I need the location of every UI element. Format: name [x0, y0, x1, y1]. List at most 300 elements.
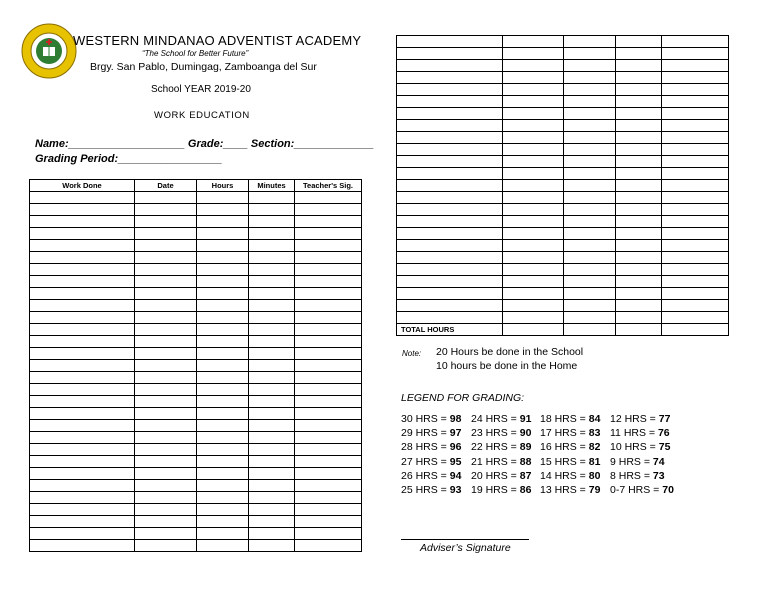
name-grade-section-field[interactable]: Name:___________________ Grade:____ Section:_____________: [35, 138, 374, 150]
table-row: [30, 480, 362, 492]
table-cell[interactable]: [249, 372, 295, 384]
table-cell[interactable]: [197, 468, 249, 480]
table-cell[interactable]: [503, 132, 564, 144]
table-cell[interactable]: [616, 36, 662, 48]
table-cell[interactable]: [197, 528, 249, 540]
table-cell[interactable]: [135, 264, 197, 276]
table-cell[interactable]: [135, 300, 197, 312]
table-cell[interactable]: [249, 276, 295, 288]
table-cell[interactable]: [616, 48, 662, 60]
table-cell[interactable]: [616, 96, 662, 108]
table-cell[interactable]: [503, 216, 564, 228]
table-cell[interactable]: [197, 540, 249, 552]
table-cell[interactable]: [197, 228, 249, 240]
table-cell[interactable]: [135, 504, 197, 516]
table-cell[interactable]: [197, 432, 249, 444]
table-cell[interactable]: [295, 408, 362, 420]
table-cell[interactable]: [564, 168, 616, 180]
table-cell[interactable]: [397, 72, 503, 84]
table-cell[interactable]: [564, 48, 616, 60]
table-cell[interactable]: [197, 252, 249, 264]
table-cell[interactable]: [616, 108, 662, 120]
table-cell[interactable]: [662, 96, 729, 108]
column-header-work-done: Work Done: [30, 180, 135, 192]
table-row: [397, 312, 729, 324]
table-cell[interactable]: [662, 216, 729, 228]
table-cell[interactable]: [249, 528, 295, 540]
table-cell[interactable]: [197, 492, 249, 504]
table-cell[interactable]: [295, 312, 362, 324]
table-cell[interactable]: [135, 372, 197, 384]
legend-hours: 17 HRS =: [540, 427, 589, 440]
table-cell[interactable]: [197, 216, 249, 228]
table-cell[interactable]: [295, 324, 362, 336]
table-cell[interactable]: [564, 36, 616, 48]
table-cell[interactable]: [295, 204, 362, 216]
table-row: [30, 408, 362, 420]
table-cell[interactable]: [30, 360, 135, 372]
table-cell[interactable]: [197, 444, 249, 456]
table-cell[interactable]: [249, 216, 295, 228]
table-cell[interactable]: [503, 36, 564, 48]
table-cell[interactable]: [135, 204, 197, 216]
table-cell[interactable]: [249, 468, 295, 480]
table-cell[interactable]: [249, 324, 295, 336]
table-cell[interactable]: [616, 216, 662, 228]
table-cell[interactable]: [662, 252, 729, 264]
table-cell[interactable]: [616, 60, 662, 72]
table-cell[interactable]: [662, 120, 729, 132]
legend-hours: 19 HRS =: [471, 484, 520, 497]
table-cell[interactable]: [616, 144, 662, 156]
table-cell[interactable]: [564, 120, 616, 132]
table-cell[interactable]: [397, 132, 503, 144]
table-cell[interactable]: [616, 276, 662, 288]
table-cell[interactable]: [249, 396, 295, 408]
table-cell[interactable]: [135, 396, 197, 408]
table-cell[interactable]: [249, 456, 295, 468]
table-cell[interactable]: [295, 528, 362, 540]
table-cell[interactable]: [249, 516, 295, 528]
table-cell[interactable]: [135, 336, 197, 348]
table-cell[interactable]: [197, 456, 249, 468]
table-cell[interactable]: [197, 396, 249, 408]
table-cell[interactable]: [397, 276, 503, 288]
table-cell[interactable]: [503, 72, 564, 84]
table-cell[interactable]: [30, 300, 135, 312]
table-cell[interactable]: [397, 300, 503, 312]
table-cell[interactable]: [197, 264, 249, 276]
table-cell[interactable]: [197, 408, 249, 420]
table-row: [397, 204, 729, 216]
table-cell[interactable]: [564, 240, 616, 252]
table-cell[interactable]: [30, 204, 135, 216]
table-cell[interactable]: [249, 420, 295, 432]
table-cell[interactable]: [397, 144, 503, 156]
table-cell[interactable]: [30, 480, 135, 492]
table-cell[interactable]: [564, 108, 616, 120]
table-cell[interactable]: [503, 252, 564, 264]
table-cell[interactable]: [503, 180, 564, 192]
table-cell[interactable]: [616, 180, 662, 192]
table-cell[interactable]: [197, 336, 249, 348]
table-cell[interactable]: [295, 444, 362, 456]
table-cell[interactable]: [249, 204, 295, 216]
table-cell[interactable]: [662, 144, 729, 156]
table-cell[interactable]: [30, 264, 135, 276]
table-cell[interactable]: [295, 480, 362, 492]
table-cell[interactable]: [616, 132, 662, 144]
table-cell[interactable]: [295, 264, 362, 276]
table-cell[interactable]: [616, 204, 662, 216]
table-cell[interactable]: [662, 204, 729, 216]
table-cell[interactable]: [295, 468, 362, 480]
table-cell[interactable]: [616, 300, 662, 312]
table-cell[interactable]: [295, 288, 362, 300]
legend-entry: [471, 426, 531, 440]
table-cell[interactable]: [397, 48, 503, 60]
table-cell[interactable]: [503, 264, 564, 276]
table-cell[interactable]: [135, 276, 197, 288]
table-cell[interactable]: [249, 336, 295, 348]
table-cell[interactable]: [197, 516, 249, 528]
table-cell[interactable]: [616, 228, 662, 240]
table-cell[interactable]: [503, 96, 564, 108]
table-cell[interactable]: [135, 216, 197, 228]
table-cell[interactable]: [249, 360, 295, 372]
table-cell[interactable]: [249, 252, 295, 264]
table-cell[interactable]: [397, 312, 503, 324]
table-cell[interactable]: [616, 240, 662, 252]
table-cell[interactable]: [397, 156, 503, 168]
table-cell[interactable]: [662, 288, 729, 300]
table-cell[interactable]: [30, 444, 135, 456]
table-cell[interactable]: [135, 408, 197, 420]
table-cell[interactable]: [616, 168, 662, 180]
table-cell[interactable]: [564, 300, 616, 312]
table-cell[interactable]: [197, 384, 249, 396]
table-cell[interactable]: [135, 516, 197, 528]
table-cell[interactable]: [295, 348, 362, 360]
table-cell[interactable]: [397, 228, 503, 240]
table-cell[interactable]: [503, 48, 564, 60]
table-cell[interactable]: [30, 456, 135, 468]
table-cell[interactable]: [662, 108, 729, 120]
table-cell[interactable]: [30, 288, 135, 300]
table-cell[interactable]: [30, 384, 135, 396]
table-cell[interactable]: [616, 120, 662, 132]
table-cell[interactable]: [564, 216, 616, 228]
table-cell[interactable]: [662, 180, 729, 192]
table-cell[interactable]: [662, 156, 729, 168]
school-seal-logo: [21, 23, 77, 79]
table-cell[interactable]: [135, 468, 197, 480]
table-cell[interactable]: [397, 120, 503, 132]
table-cell[interactable]: [249, 264, 295, 276]
table-cell[interactable]: [397, 216, 503, 228]
table-cell[interactable]: [564, 132, 616, 144]
table-cell[interactable]: [397, 36, 503, 48]
table-cell[interactable]: [295, 192, 362, 204]
table-cell[interactable]: [30, 516, 135, 528]
total-cell[interactable]: [564, 324, 616, 336]
table-cell[interactable]: [295, 384, 362, 396]
table-cell[interactable]: [135, 324, 197, 336]
table-cell[interactable]: [30, 372, 135, 384]
table-cell[interactable]: [295, 300, 362, 312]
legend-column: [471, 412, 531, 497]
table-cell[interactable]: [135, 528, 197, 540]
table-cell[interactable]: [197, 288, 249, 300]
table-cell[interactable]: [616, 192, 662, 204]
table-cell[interactable]: [564, 60, 616, 72]
work-log-table: [29, 179, 362, 552]
table-cell[interactable]: [135, 348, 197, 360]
table-cell[interactable]: [30, 348, 135, 360]
table-cell[interactable]: [397, 240, 503, 252]
table-cell[interactable]: [295, 516, 362, 528]
table-cell[interactable]: [616, 312, 662, 324]
table-cell[interactable]: [662, 36, 729, 48]
table-cell[interactable]: [662, 240, 729, 252]
table-cell[interactable]: [397, 264, 503, 276]
table-cell[interactable]: [135, 432, 197, 444]
table-cell[interactable]: [135, 288, 197, 300]
table-cell[interactable]: [503, 120, 564, 132]
table-cell[interactable]: [295, 240, 362, 252]
legend-hours: 27 HRS =: [401, 455, 450, 468]
table-cell[interactable]: [295, 420, 362, 432]
table-cell[interactable]: [295, 396, 362, 408]
table-cell[interactable]: [135, 480, 197, 492]
table-cell[interactable]: [295, 492, 362, 504]
table-cell[interactable]: [503, 300, 564, 312]
table-cell[interactable]: [564, 72, 616, 84]
table-cell[interactable]: [30, 336, 135, 348]
total-cell[interactable]: [616, 324, 662, 336]
table-cell[interactable]: [30, 408, 135, 420]
table-cell[interactable]: [397, 288, 503, 300]
table-cell[interactable]: [564, 252, 616, 264]
table-cell[interactable]: [135, 312, 197, 324]
legend-entry: [540, 412, 600, 426]
table-cell[interactable]: [564, 264, 616, 276]
table-cell[interactable]: [295, 360, 362, 372]
table-cell[interactable]: [564, 288, 616, 300]
table-cell[interactable]: [295, 216, 362, 228]
table-cell[interactable]: [30, 276, 135, 288]
table-cell[interactable]: [616, 72, 662, 84]
table-cell[interactable]: [30, 420, 135, 432]
signature-line[interactable]: [401, 539, 529, 540]
table-cell[interactable]: [295, 504, 362, 516]
table-cell[interactable]: [397, 108, 503, 120]
table-cell[interactable]: [295, 252, 362, 264]
table-cell[interactable]: [564, 192, 616, 204]
table-cell[interactable]: [249, 192, 295, 204]
table-cell[interactable]: [135, 540, 197, 552]
table-cell[interactable]: [503, 144, 564, 156]
table-cell[interactable]: [397, 60, 503, 72]
table-cell[interactable]: [503, 108, 564, 120]
table-cell[interactable]: [249, 300, 295, 312]
table-cell[interactable]: [249, 480, 295, 492]
table-cell[interactable]: [662, 192, 729, 204]
table-cell[interactable]: [30, 432, 135, 444]
table-cell[interactable]: [564, 312, 616, 324]
table-cell[interactable]: [397, 192, 503, 204]
table-cell[interactable]: [30, 540, 135, 552]
table-cell[interactable]: [249, 228, 295, 240]
table-cell[interactable]: [135, 252, 197, 264]
table-cell[interactable]: [564, 96, 616, 108]
table-cell[interactable]: [197, 240, 249, 252]
table-cell[interactable]: [135, 492, 197, 504]
table-cell[interactable]: [30, 252, 135, 264]
table-cell[interactable]: [503, 192, 564, 204]
table-cell[interactable]: [30, 216, 135, 228]
table-cell[interactable]: [662, 312, 729, 324]
table-cell[interactable]: [249, 408, 295, 420]
table-cell[interactable]: [397, 96, 503, 108]
table-cell[interactable]: [503, 60, 564, 72]
table-cell[interactable]: [30, 228, 135, 240]
table-cell[interactable]: [197, 192, 249, 204]
table-cell[interactable]: [135, 192, 197, 204]
table-cell[interactable]: [249, 492, 295, 504]
table-cell[interactable]: [503, 312, 564, 324]
table-cell[interactable]: [249, 504, 295, 516]
table-cell[interactable]: [295, 456, 362, 468]
table-cell[interactable]: [249, 444, 295, 456]
table-cell[interactable]: [564, 84, 616, 96]
table-cell[interactable]: [135, 420, 197, 432]
table-cell[interactable]: [662, 276, 729, 288]
table-cell[interactable]: [295, 336, 362, 348]
table-cell[interactable]: [662, 300, 729, 312]
table-cell[interactable]: [135, 228, 197, 240]
table-cell[interactable]: [616, 252, 662, 264]
table-cell[interactable]: [249, 312, 295, 324]
table-cell[interactable]: [616, 264, 662, 276]
table-cell[interactable]: [295, 372, 362, 384]
table-cell[interactable]: [397, 84, 503, 96]
legend-hours: 26 HRS =: [401, 469, 450, 482]
table-cell[interactable]: [197, 348, 249, 360]
table-cell[interactable]: [135, 444, 197, 456]
table-cell[interactable]: [662, 84, 729, 96]
table-cell[interactable]: [135, 360, 197, 372]
total-cell[interactable]: [662, 324, 729, 336]
table-cell[interactable]: [197, 420, 249, 432]
legend-entry: [610, 440, 674, 454]
table-row: [30, 228, 362, 240]
table-row: [30, 468, 362, 480]
table-cell[interactable]: [662, 264, 729, 276]
table-cell[interactable]: [249, 384, 295, 396]
table-cell[interactable]: [503, 168, 564, 180]
table-cell[interactable]: [249, 240, 295, 252]
table-cell[interactable]: [30, 396, 135, 408]
table-cell[interactable]: [503, 204, 564, 216]
table-cell[interactable]: [197, 372, 249, 384]
table-cell[interactable]: [397, 168, 503, 180]
table-cell[interactable]: [197, 300, 249, 312]
column-header-date: Date: [135, 180, 197, 192]
table-cell[interactable]: [295, 540, 362, 552]
table-cell[interactable]: [503, 240, 564, 252]
table-cell[interactable]: [197, 204, 249, 216]
table-cell[interactable]: [197, 504, 249, 516]
table-cell[interactable]: [616, 156, 662, 168]
table-cell[interactable]: [564, 156, 616, 168]
table-cell[interactable]: [503, 156, 564, 168]
table-cell[interactable]: [564, 228, 616, 240]
table-cell[interactable]: [503, 84, 564, 96]
table-cell[interactable]: [662, 168, 729, 180]
legend-grade: 75: [658, 441, 671, 454]
table-cell[interactable]: [503, 288, 564, 300]
table-cell[interactable]: [616, 84, 662, 96]
grading-period-field[interactable]: Grading Period:_________________: [35, 153, 223, 165]
table-cell[interactable]: [564, 144, 616, 156]
legend-entry: [610, 469, 674, 483]
table-cell[interactable]: [249, 348, 295, 360]
table-cell[interactable]: [197, 360, 249, 372]
table-cell[interactable]: [397, 204, 503, 216]
table-cell[interactable]: [197, 312, 249, 324]
table-cell[interactable]: [30, 324, 135, 336]
table-cell[interactable]: [30, 240, 135, 252]
table-cell[interactable]: [295, 432, 362, 444]
table-cell[interactable]: [197, 324, 249, 336]
table-cell[interactable]: [616, 288, 662, 300]
table-cell[interactable]: [135, 240, 197, 252]
table-cell[interactable]: [295, 228, 362, 240]
legend-column: [540, 412, 600, 497]
table-cell[interactable]: [249, 288, 295, 300]
total-cell[interactable]: [503, 324, 564, 336]
table-cell[interactable]: [662, 228, 729, 240]
table-cell[interactable]: [197, 276, 249, 288]
table-cell[interactable]: [662, 48, 729, 60]
table-cell[interactable]: [564, 204, 616, 216]
table-cell[interactable]: [662, 72, 729, 84]
table-cell[interactable]: [397, 252, 503, 264]
table-cell[interactable]: [30, 312, 135, 324]
table-cell[interactable]: [564, 276, 616, 288]
table-cell[interactable]: [249, 432, 295, 444]
table-cell[interactable]: [135, 456, 197, 468]
table-cell[interactable]: [295, 276, 362, 288]
legend-grade: 73: [652, 469, 665, 482]
table-cell[interactable]: [503, 228, 564, 240]
table-row: [30, 264, 362, 276]
table-cell[interactable]: [662, 60, 729, 72]
table-cell[interactable]: [135, 384, 197, 396]
table-cell[interactable]: [397, 180, 503, 192]
table-cell[interactable]: [30, 528, 135, 540]
table-cell[interactable]: [249, 540, 295, 552]
table-cell[interactable]: [564, 180, 616, 192]
table-cell[interactable]: [503, 276, 564, 288]
table-cell[interactable]: [30, 192, 135, 204]
table-cell[interactable]: [197, 480, 249, 492]
table-cell[interactable]: [30, 492, 135, 504]
table-cell[interactable]: [30, 504, 135, 516]
table-cell[interactable]: [30, 468, 135, 480]
table-cell[interactable]: [662, 132, 729, 144]
